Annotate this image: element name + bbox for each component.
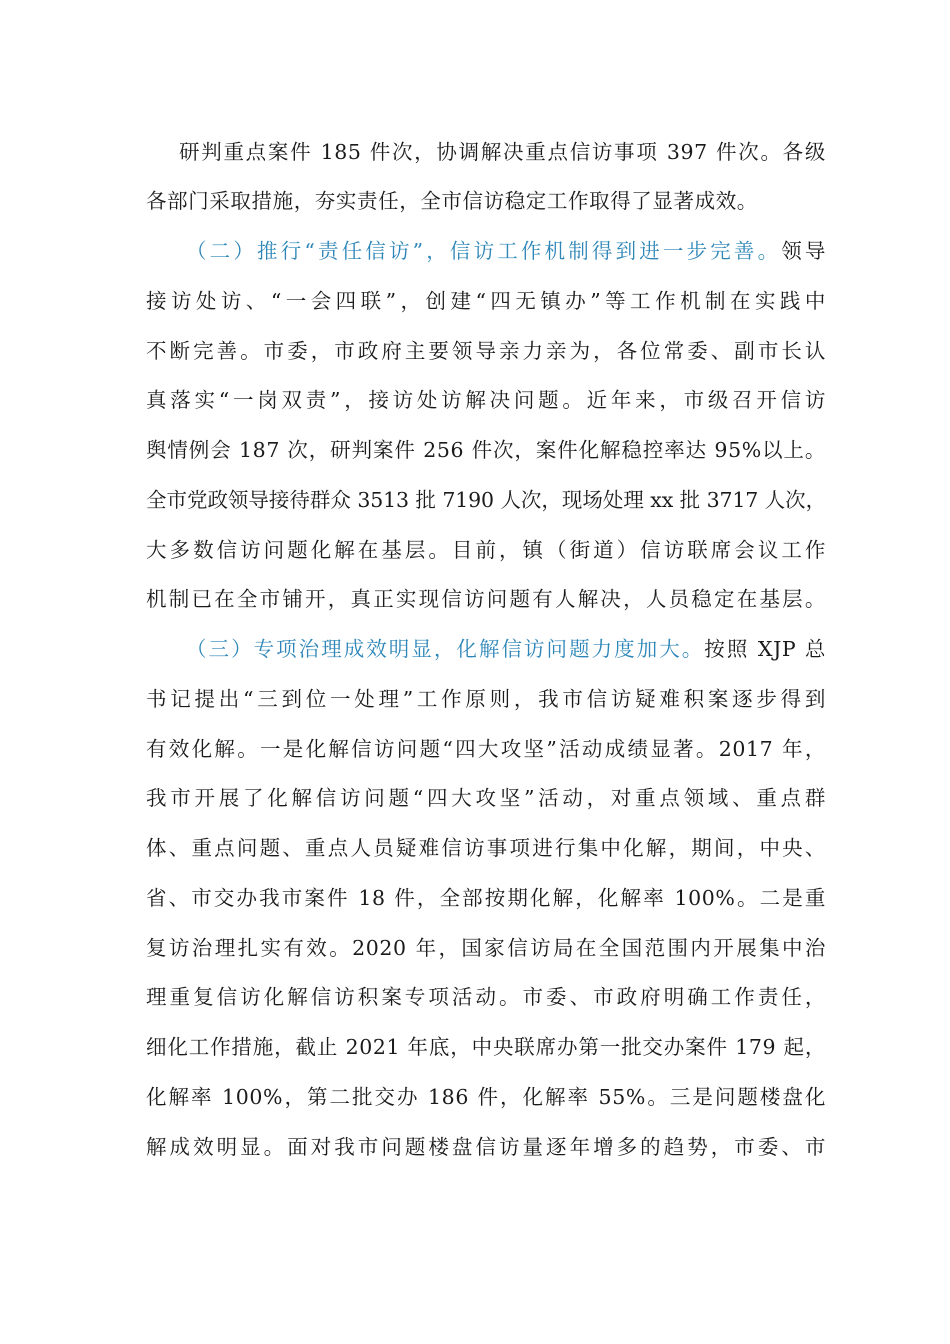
section-heading: （二）推行“责任信访”，信访工作机制得到进一步完善。 xyxy=(186,239,782,263)
paragraph-text: 按照 XJP 总 xyxy=(704,637,826,661)
paragraph-line: 真落实“一岗双责”，接访处访解决问题。近年来，市级召开信访 xyxy=(146,388,826,412)
paragraph-text: 领导 xyxy=(781,239,826,263)
paragraph-line: 不断完善。市委，市政府主要领导亲力亲为，各位常委、副市长认 xyxy=(146,339,826,363)
paragraph-line: 省、市交办我市案件 18 件，全部按期化解，化解率 100%。二是重 xyxy=(146,886,826,910)
paragraph-line: 机制已在全市铺开，真正实现信访问题有人解决，人员稳定在基层。 xyxy=(146,587,826,611)
paragraph-line: 全市党政领导接待群众 3513 批 7190 人次，现场处理 xx 批 3717 人次， xyxy=(146,488,826,512)
paragraph-line: 研判重点案件 185 件次，协调解决重点信访事项 397 件次。各级 xyxy=(179,140,826,164)
paragraph-line: 接访处访、“一会四联”，创建“四无镇办”等工作机制在实践中 xyxy=(146,289,826,313)
paragraph-line: 化解率 100%，第二批交办 186 件，化解率 55%。三是问题楼盘化 xyxy=(146,1085,826,1109)
paragraph-line: 书记提出“三到位一处理”工作原则，我市信访疑难积案逐步得到 xyxy=(146,687,826,711)
paragraph-line: 舆情例会 187 次，研判案件 256 件次，案件化解稳控率达 95%以上。 xyxy=(146,438,826,462)
paragraph-line: 我市开展了化解信访问题“四大攻坚”活动，对重点领域、重点群 xyxy=(146,786,826,810)
paragraph-line xyxy=(186,236,826,266)
paragraph-line: 大多数信访问题化解在基层。目前，镇（街道）信访联席会议工作 xyxy=(146,538,826,562)
paragraph-line: 各部门采取措施，夯实责任，全市信访稳定工作取得了显著成效。 xyxy=(146,189,758,213)
paragraph-line: 复访治理扎实有效。2020 年，国家信访局在全国范围内开展集中治 xyxy=(146,936,826,960)
paragraph-line xyxy=(186,634,826,664)
section-heading: （三）专项治理成效明显，化解信访问题力度加大。 xyxy=(186,637,705,661)
paragraph-line: 有效化解。一是化解信访问题“四大攻坚”活动成绩显著。2017 年， xyxy=(146,737,826,761)
paragraph-line: 解成效明显。面对我市问题楼盘信访量逐年增多的趋势，市委、市 xyxy=(146,1135,826,1159)
paragraph-line: 理重复信访化解信访积案专项活动。市委、市政府明确工作责任， xyxy=(146,985,826,1009)
paragraph-line: 细化工作措施，截止 2021 年底，中央联席办第一批交办案件 179 起， xyxy=(146,1035,826,1059)
paragraph-line: 体、重点问题、重点人员疑难信访事项进行集中化解，期间，中央、 xyxy=(146,836,826,860)
